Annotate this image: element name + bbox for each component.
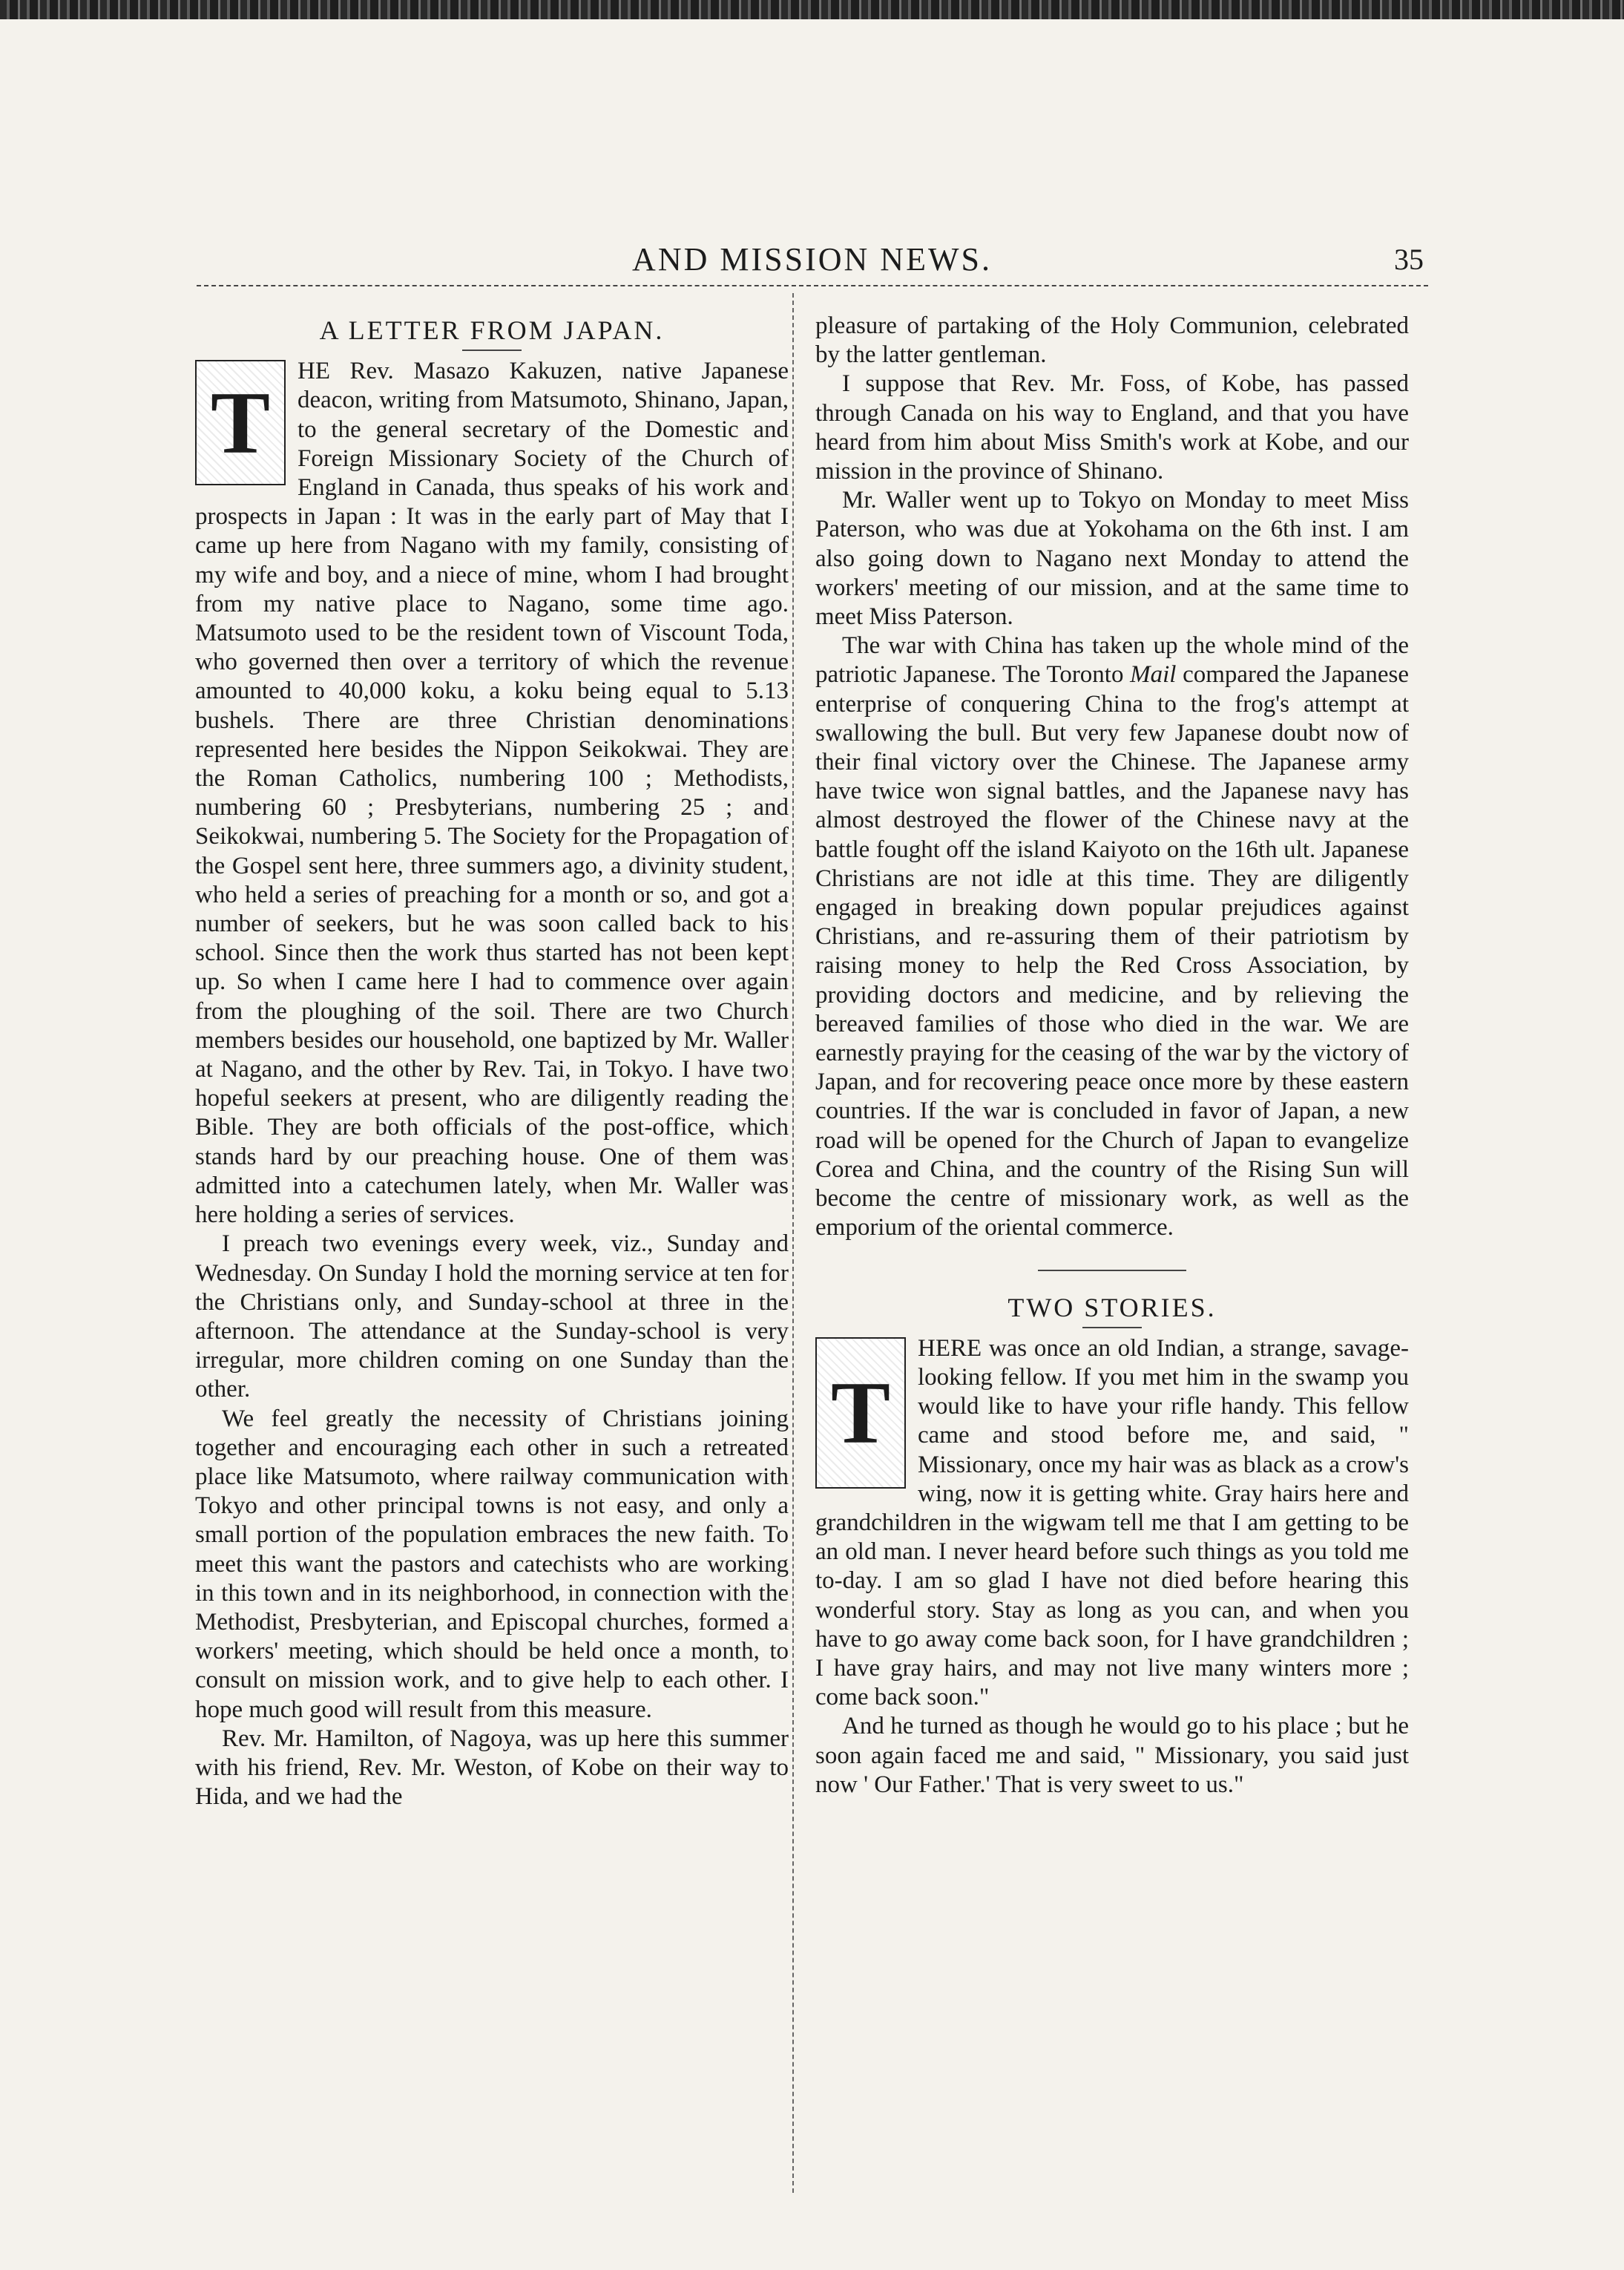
column-rule	[792, 293, 794, 2193]
article-paragraph: Rev. Mr. Hamilton, of Nagoya, was up here this summer with his friend, Rev. Mr. Weston, of Kobe on their way to Hida, and we had the	[195, 1725, 789, 1811]
page-number: 35	[1394, 243, 1424, 276]
right-column	[815, 312, 1409, 1800]
header-rule	[197, 285, 1428, 286]
article-paragraph: We feel greatly the necessity of Christians joining together and encouraging each other in such a retreated place like Matsumoto, where railway communication with Tokyo and other principal towns is not easy, and only a small portion of the population embraces the new faith. To meet this want the pastors and catechists who are working in this town and in its neighborhood, in connection with the Methodist, Presbyterian, and Episcopal churches, formed a workers' meeting, which should be held once a month, to consult on mission work, and to give help to each other. I hope much good will result from this measure.	[195, 1405, 789, 1723]
paragraph-text: The war with China has taken up the whole mind of the patriotic Japanese. The Toronto	[815, 632, 1409, 689]
title-rule	[1082, 1327, 1142, 1328]
running-head	[0, 237, 1624, 282]
drop-cap: T	[195, 360, 286, 485]
newspaper-name: Mail	[1130, 661, 1177, 689]
paragraph-text: HERE was once an old Indian, a strange, savage-looking fellow. If you met him in the swamp you would like to have your rifle handy. This fellow came and stood before me, and said, " Missionary, once my hair was as black as a crow's wing, now it is getting white. Gray hairs here and grandchildren in the wigwam tell me that I am getting to be an old man. I never heard before such things as you told me to-day. I am so glad I have not died before hearing this wonderful story. Stay as long as you can, and when you have to go away come back soon, for I have grandchildren ; I have gray hairs, and may not live many winters more ; come back soon."	[815, 1334, 1409, 1711]
article-title: A LETTER FROM JAPAN.	[319, 315, 665, 345]
article-paragraph: pleasure of partaking of the Holy Communion, celebrated by the latter gentleman.	[815, 312, 1409, 369]
running-head-title: AND MISSION NEWS.	[632, 241, 992, 278]
article-paragraph	[815, 1334, 1409, 1713]
article-paragraph: And he turned as though he would go to his place ; but he soon again faced me and said, " Missionary, you said just now ' Our Father.' That is very sweet to us."	[815, 1713, 1409, 1798]
left-column	[195, 312, 789, 1811]
article-title: TWO STORIES.	[1007, 1292, 1217, 1322]
article-paragraph: Mr. Waller went up to Tokyo on Monday to meet Miss Paterson, who was due at Yokohama on the 6th inst. I am also going down to Nagano next Monday to attend the workers' meeting of our mission, and at the same time to meet Miss Paterson.	[815, 487, 1409, 631]
article-paragraph	[195, 357, 789, 1230]
title-rule	[462, 350, 522, 351]
scan-edge	[0, 0, 1624, 19]
article-paragraph: I suppose that Rev. Mr. Foss, of Kobe, has passed through Canada on his way to England, and that you have heard from him about Miss Smith's work at Kobe, and our mission in the province of Shinano.	[815, 370, 1409, 485]
drop-cap: T	[815, 1337, 906, 1489]
article-paragraph: I preach two evenings every week, viz., Sunday and Wednesday. On Sunday I hold the morning service at ten for the Christians only, and Sunday-school at three in the afternoon. The attendance at the Sunday-school is very irregular, more children coming on one Sunday than the other.	[195, 1230, 789, 1403]
paragraph-text: HE Rev. Masazo Kakuzen, native Japanese deacon, writing from Matsumoto, Shinano, Japan, to the general secretary of the Domestic and Foreign Missionary Society of the Church of England in Canada, thus speaks of his work and prospects in Japan : It was in the early part of May that I came up here from Nagano with my family, consisting of my wife and boy, and a niece of mine, whom I had brought from my native place to Nagano, some time ago. Matsumoto used to be the resident town of Viscount Toda, who governed then over a territory of which the revenue amounted to 40,000 koku, a koku being equal to 5.13 bushels. There are three Christian denominations represented here besides the Nippon Seikokwai. They are the Roman Catholics, numbering 100 ; Methodists, numbering 60 ; Presbyterians, numbering 25 ; and Seikokwai, numbering 5. The Society for the Propagation of the Gospel sent here, three summers ago, a divinity student, who held a series of preaching for a month or so, and got a number of seekers, but he was soon called back to his school. Since then the work thus started has not been kept up. So when I came here I had to commence over again from the ploughing of the soil. There are two Church members besides our household, one baptized by Mr. Waller at Nagano, and the other by Rev. Tai, in Tokyo. I have two hopeful seekers at present, who are diligently reading the Bible. They are both officials of the post-office, which stands hard by our preaching house. One of them was admitted into a catechumen lately, when Mr. Waller was here holding a series of services.	[195, 358, 789, 1229]
article-paragraph	[815, 632, 1409, 1242]
paragraph-text: compared the Japanese enterprise of conquering China to the frog's attempt at swallowing the bull. But very few Japanese doubt now of their final victory over the Chinese. The Japanese army have twice won signal battles, and the Japanese navy has almost destroyed the flower of the Chinese navy at the battle fought off the island Kaiyoto on the 16th ult. Japanese Christians are not idle at this time. They are diligently engaged in breaking down popular prejudices against Christians, and re-assuring them of their patriotism by raising money to help the Red Cross Association, by providing doctors and medicine, and by relieving the bereaved families of those who died in the war. We are earnestly praying for the ceasing of the war by the victory of Japan, and for recovering peace once more by these eastern countries. If the war is concluded in favor of Japan, a new road will be opened for the Church of Japan to evangelize Corea and China, and the country of the Rising Sun will become the centre of missionary work, as well as the emporium of the oriental commerce.	[815, 661, 1409, 1241]
section-rule	[1038, 1270, 1186, 1271]
